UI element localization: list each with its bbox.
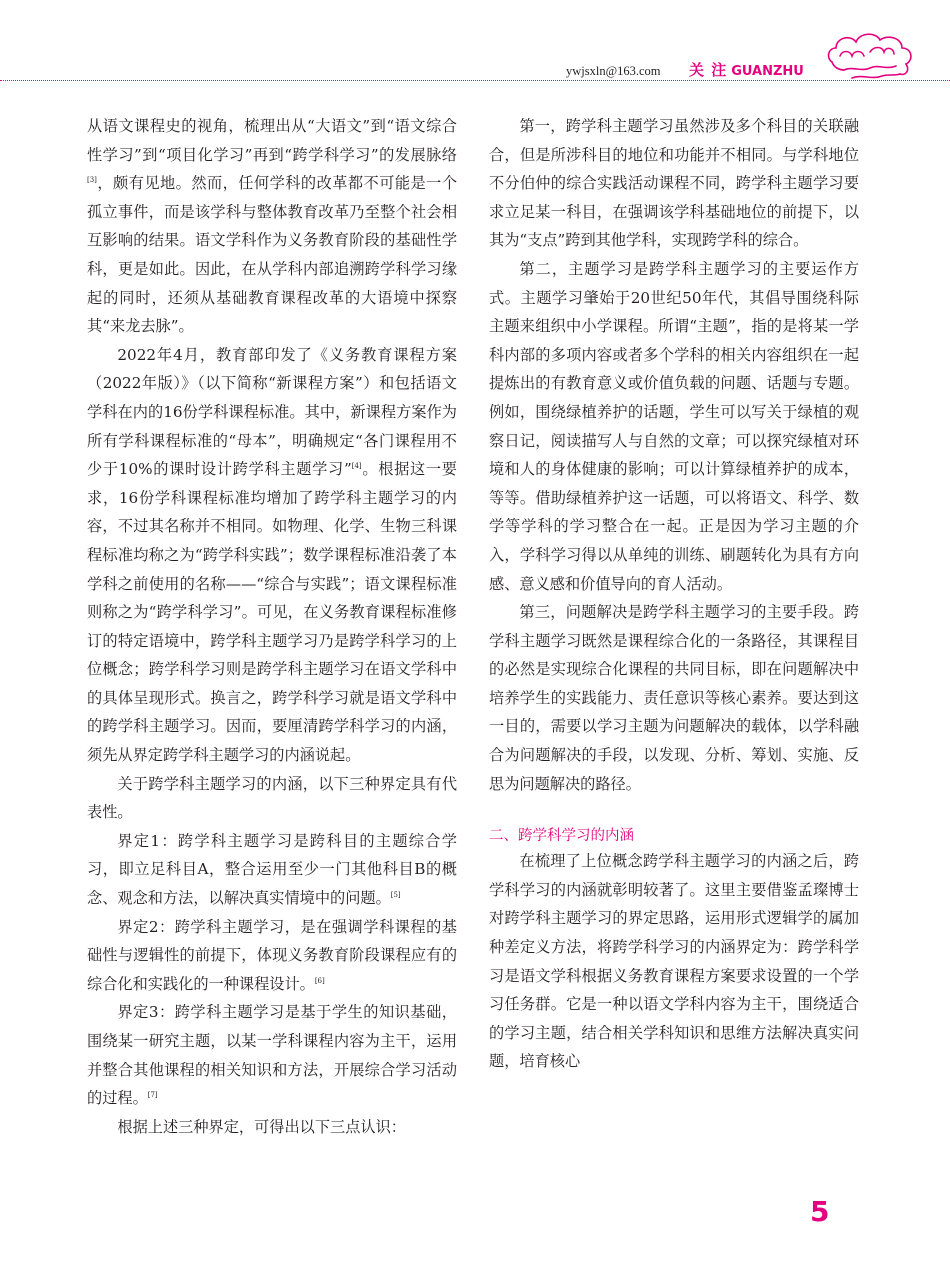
cloud-swirl-icon (822, 22, 918, 88)
page-number: 5 (810, 1195, 830, 1228)
header-section-title (689, 59, 804, 80)
right-paragraph-2: 第二，主题学习是跨学科主题学习的主要运作方式。主题学习肇始于20世纪50年代，其倡导围绕科际主题来组织中小学课程。所谓“主题”，指的是将某一学科内部的多项内容或者多个学科的相关内容组织在一起提炼出的有教育意义或价值负载的问题、话题与专题。例如，围绕绿植养护的话题，学生可以写关于绿植的观察日记，阅读描写人与自然的文章；可以探究绿植对环境和人的身体健康的影响；可以计算绿植养护的成本，等等。借助绿植养护这一话题，可以将语文、科学、数学等学科的学习整合在一起。正是因为学习主题的介入，学科学习得以从单纯的训练、刷题转化为具有方向感、意义感和价值导向的育人活动。 (489, 259, 859, 593)
section-heading: 二、跨学科学习的内涵 (489, 828, 634, 845)
header-dotted-rule (0, 80, 950, 81)
left-paragraph-7: 根据上述三种界定，可得出以下三点认识： (117, 1117, 406, 1136)
left-paragraph-2: 2022年4月，教育部印发了《义务教育课程方案（2022年版）》（以下简称“新课程方案”）和包括语文学科在内的16份学科课程标准。其中，新课程方案作为所有学科课程标准的“母本”，明确规定“各门课程用不少于10%的课时设计跨学科主题学习”[4]。根据这一要求，16份学科课程标准均增加了跨学科主题学习的内容，不过其名称并不相同。如物理、化学、生物三科课程标准均称之为“跨学科实践”；数学课程标准沿袭了本学科之前使用的名称——“综合与实践”；语文课程标准则称之为“跨学科学习”。可见，在义务教育课程标准修订的特定语境中，跨学科主题学习乃是跨学科学习的上位概念；跨学科学习则是跨学科主题学习在语文学科中的具体呈现形式。换言之，跨学科学习就是语文学科中的跨学科主题学习。因而，要厘清跨学科学习的内涵，须先从界定跨学科主题学习的内涵说起。 (87, 345, 457, 765)
header-email: ywjsxln@163.com (566, 64, 661, 78)
right-paragraph-4: 在梳理了上位概念跨学科主题学习的内涵之后，跨学科学习的内涵就彰明较著了。这里主要借鉴孟璨博士对跨学科主题学习的界定思路，运用形式逻辑学的属加种差定义方法，将跨学科学习的内涵界定为：跨学科学习是语文学科根据义务教育课程方案要求设置的一个学习任务群。它是一种以语文学科内容为主干，围绕适合的学习主题，结合相关学科知识和思维方法解决真实问题，培育核心 (489, 852, 859, 1071)
definition-3: 界定3：跨学科主题学习是基于学生的知识基础，围绕某一研究主题，以某一学科课程内容为主干，运用并整合其他课程的相关知识和方法，开展综合学习活动的过程。[7] (87, 1003, 457, 1108)
right-paragraph-3: 第三，问题解决是跨学科主题学习的主要手段。跨学科主题学习既然是课程综合化的一条路径，其课程目的必然是实现综合化课程的共同目标，即在问题解决中培养学生的实践能力、责任意识等核心素养。要达到这一目的，需要以学习主题为问题解决的载体，以学科融合为问题解决的手段，以发现、分析、筹划、实施、反思为问题解决的路径。 (489, 603, 859, 793)
right-column (489, 112, 859, 1076)
left-paragraph-1: 从语文课程史的视角，梳理出从“大语文”到“语文综合性学习”到“项目化学习”再到“跨学科学习”的发展脉络[3]，颇有见地。然而，任何学科的改革都不可能是一个孤立事件，而是该学科与整体教育改革乃至整个社会相互影响的结果。语文学科作为义务教育阶段的基础性学科，更是如此。因此，在从学科内部追溯跨学科学习缘起的同时，还须从基础教育课程改革的大语境中探察其“来龙去脉”。 (87, 117, 457, 336)
left-paragraph-3: 关于跨学科主题学习的内涵，以下三种界定具有代表性。 (87, 774, 457, 822)
left-column (87, 112, 457, 1141)
definition-1: 界定1：跨学科主题学习是跨科目的主题综合学习，即立足科目A，整合运用至少一门其他科目B的概念、观念和方法，以解决真实情境中的问题。[5] (87, 831, 457, 908)
section-title-en: GUANZHU (731, 64, 804, 79)
definition-2: 界定2：跨学科主题学习，是在强调学科课程的基础性与逻辑性的前提下，体现义务教育阶段课程应有的综合化和实践化的一种课程设计。[6] (87, 917, 457, 993)
right-paragraph-1: 第一，跨学科主题学习虽然涉及多个科目的关联融合，但是所涉科目的地位和功能并不相同。与学科地位不分伯仲的综合实践活动课程不同，跨学科主题学习要求立足某一科目，在强调该学科基础地位的前提下，以其为“支点”跨到其他学科，实现跨学科的综合。 (489, 117, 859, 250)
section-title-cn: 关 注 (689, 61, 728, 79)
